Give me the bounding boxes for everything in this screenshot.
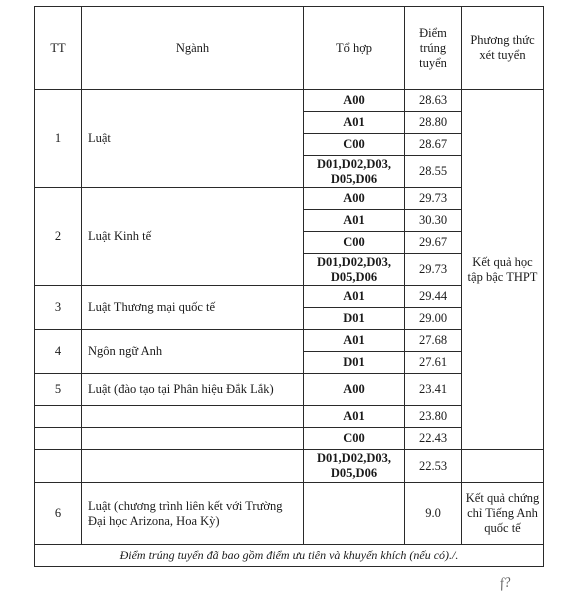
row-tohop: C00 — [304, 428, 405, 450]
row-diem: 29.67 — [405, 232, 462, 254]
row-tohop: A00 — [304, 90, 405, 112]
row-tt — [35, 406, 82, 428]
row-nganh — [82, 406, 304, 428]
row-diem: 30.30 — [405, 210, 462, 232]
row-tohop — [304, 483, 405, 545]
row-tohop: A00 — [304, 188, 405, 210]
page-mark: f? — [498, 575, 512, 592]
row-tt — [35, 450, 82, 483]
row-diem: 22.43 — [405, 428, 462, 450]
admission-score-table — [34, 6, 544, 567]
row-tohop: A00 — [304, 374, 405, 406]
row-nganh: Luật (đào tạo tại Phân hiệu Đắk Lắk) — [82, 374, 304, 406]
phuongthuc-tienganh: Kết quả chứng chỉ Tiếng Anh quốc tế — [462, 483, 544, 545]
row-tohop: D01,D02,D03, D05,D06 — [304, 450, 405, 483]
row-diem: 28.63 — [405, 90, 462, 112]
phuongthuc-empty — [462, 450, 544, 483]
row-tt: 2 — [35, 188, 82, 286]
row-diem: 29.73 — [405, 188, 462, 210]
row-tt — [35, 428, 82, 450]
row-tt: 1 — [35, 90, 82, 188]
row-tohop: A01 — [304, 406, 405, 428]
row-tohop: A01 — [304, 210, 405, 232]
phuongthuc-thpt: Kết quả học tập bậc THPT — [462, 90, 544, 450]
header-tt: TT — [35, 7, 82, 90]
row-tt: 6 — [35, 483, 82, 545]
row-tohop: D01 — [304, 352, 405, 374]
row-tohop: C00 — [304, 232, 405, 254]
row-tohop: D01,D02,D03, D05,D06 — [304, 156, 405, 188]
row-tt: 4 — [35, 330, 82, 374]
header-phuongthuc: Phương thức xét tuyển — [462, 7, 544, 90]
row-diem: 23.80 — [405, 406, 462, 428]
row-diem: 27.61 — [405, 352, 462, 374]
row-diem: 29.44 — [405, 286, 462, 308]
row-nganh — [82, 428, 304, 450]
header-tohop: Tổ hợp — [304, 7, 405, 90]
row-tohop: A01 — [304, 286, 405, 308]
footnote: Điểm trúng tuyển đã bao gồm điểm ưu tiên và khuyến khích (nếu có)./. — [35, 545, 544, 567]
header-diem: Điểm trúng tuyển — [405, 7, 462, 90]
row-nganh: Luật (chương trình liên kết với Trường Đại học Arizona, Hoa Kỳ) — [82, 483, 304, 545]
row-diem: 28.55 — [405, 156, 462, 188]
row-diem: 28.80 — [405, 112, 462, 134]
row-tt: 5 — [35, 374, 82, 406]
row-tohop: D01,D02,D03, D05,D06 — [304, 254, 405, 286]
row-tohop: A01 — [304, 112, 405, 134]
row-nganh: Luật Kinh tế — [82, 188, 304, 286]
row-nganh: Ngôn ngữ Anh — [82, 330, 304, 374]
row-tohop: A01 — [304, 330, 405, 352]
row-tt: 3 — [35, 286, 82, 330]
row-diem: 22.53 — [405, 450, 462, 483]
row-nganh — [82, 450, 304, 483]
row-nganh: Luật — [82, 90, 304, 188]
row-tohop: C00 — [304, 134, 405, 156]
row-diem: 28.67 — [405, 134, 462, 156]
row-diem: 27.68 — [405, 330, 462, 352]
row-diem: 29.00 — [405, 308, 462, 330]
row-diem: 9.0 — [405, 483, 462, 545]
header-nganh: Ngành — [82, 7, 304, 90]
row-tohop: D01 — [304, 308, 405, 330]
row-diem: 29.73 — [405, 254, 462, 286]
row-nganh: Luật Thương mại quốc tế — [82, 286, 304, 330]
row-diem: 23.41 — [405, 374, 462, 406]
